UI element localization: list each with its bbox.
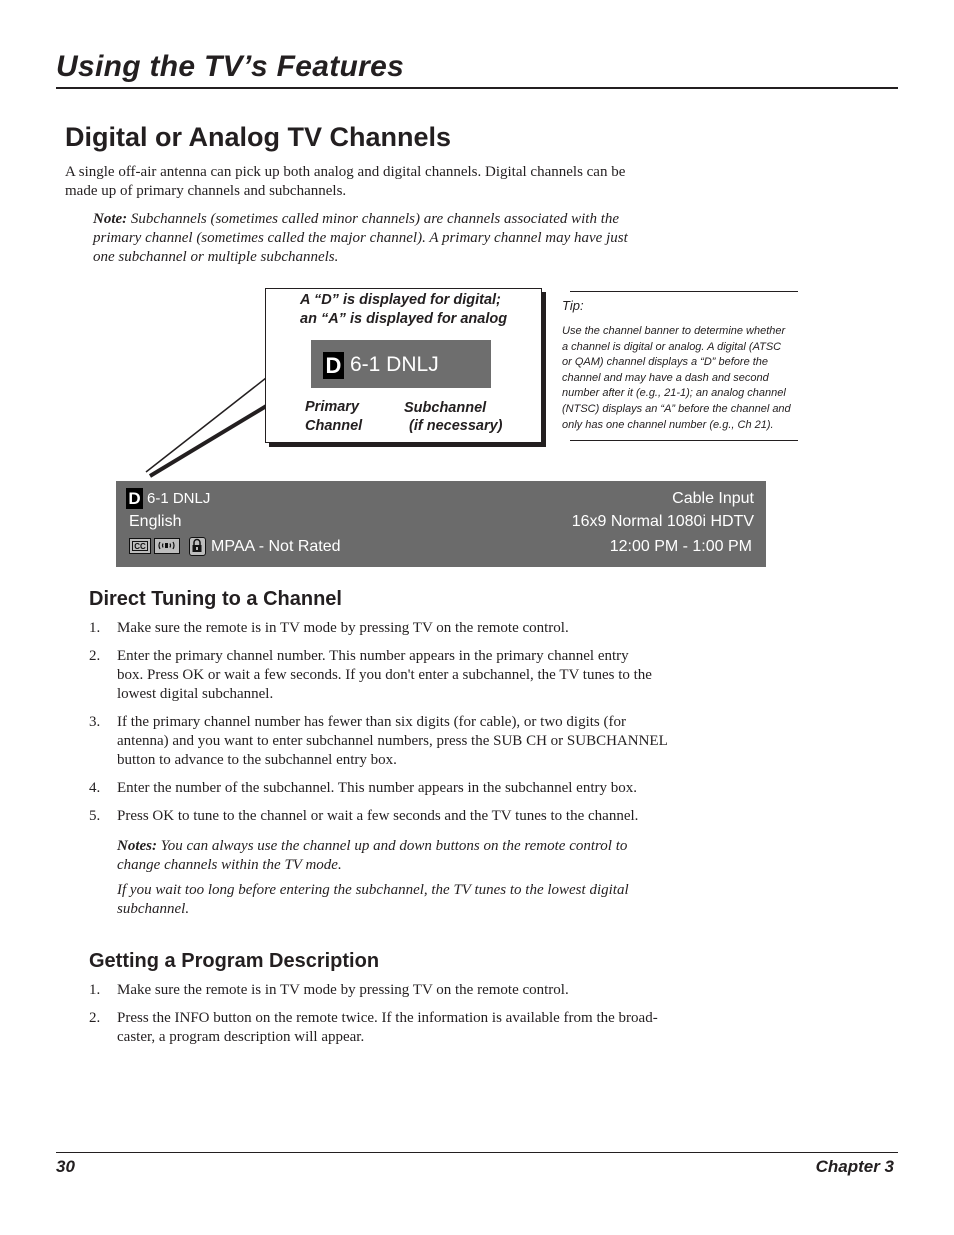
- notes-line: subchannel.: [117, 901, 190, 917]
- banner-channel: 6-1 DNLJ: [147, 490, 211, 507]
- closed-caption-icon: [129, 538, 151, 554]
- tip-text: [562, 324, 791, 433]
- list-item: [89, 807, 749, 826]
- program-description-list: [89, 981, 749, 1056]
- subchannel-label: [404, 399, 503, 435]
- banner-rating: MPAA - Not Rated: [211, 538, 341, 555]
- intro-line: A single off-air antenna can pick up both analog and digital channels. Digital channels can be: [65, 164, 626, 180]
- note-line: one subchannel or multiple subchannels.: [93, 249, 339, 265]
- mini-banner-channel: 6-1 DNLJ: [350, 353, 439, 376]
- banner-language: English: [129, 513, 182, 530]
- list-item-line: Make sure the remote is in TV mode by pressing TV on the remote control.: [117, 620, 569, 636]
- list-item-number: 2.: [89, 648, 101, 664]
- tip-label: Tip:: [562, 298, 584, 313]
- tip-line: or QAM) channel displays a “D” before the: [562, 356, 769, 369]
- program-description-heading: Getting a Program Description: [89, 950, 380, 972]
- list-item-line: button to advance to the subchannel entry box.: [117, 752, 397, 768]
- list-item-number: 4.: [89, 780, 101, 796]
- list-item: [89, 619, 749, 638]
- banner-format: 16x9 Normal 1080i HDTV: [571, 513, 754, 530]
- banner-time: 12:00 PM - 1:00 PM: [609, 538, 752, 555]
- callout-caption-line: A “D” is displayed for digital;: [300, 292, 501, 308]
- list-item-number: 5.: [89, 808, 101, 824]
- tip-line: a channel is digital or analog. A digital (ATSC: [562, 340, 782, 353]
- channel-banner: [116, 481, 766, 567]
- digital-indicator-badge: D: [126, 488, 143, 509]
- list-item-line: Press the INFO button on the remote twice. If the information is available from the broad-: [117, 1010, 658, 1026]
- subchannel-label-line: Subchannel: [404, 400, 487, 416]
- notes-paragraph: [89, 837, 749, 875]
- list-item-line: Enter the primary channel number. This number appears in the primary channel entry: [117, 648, 629, 664]
- tip-top-rule: [570, 291, 798, 292]
- footer-rule: [56, 1152, 898, 1153]
- subchannel-label-line: (if necessary): [409, 418, 503, 434]
- section-title: Digital or Analog TV Channels: [65, 122, 452, 152]
- list-item-number: 2.: [89, 1010, 101, 1026]
- list-item-line: box. Press OK or wait a few seconds. If you don't enter a subchannel, the TV tunes to the: [117, 667, 652, 683]
- digital-indicator-badge: D: [323, 352, 344, 379]
- chapter-label: Chapter 3: [815, 1157, 894, 1176]
- list-item-line: antenna) and you want to enter subchannel numbers, press the SUB CH or SUBCHANNEL: [117, 733, 668, 749]
- notes-paragraph-2: [89, 881, 749, 919]
- list-item: [89, 1009, 749, 1047]
- tip-line: number after it (e.g., 21-1); an analog channel: [562, 387, 786, 400]
- list-item: [89, 647, 749, 704]
- banner-input: Cable Input: [672, 490, 754, 507]
- list-item-line: Enter the number of the subchannel. This number appears in the subchannel entry box.: [117, 780, 637, 796]
- parental-lock-icon: [189, 537, 206, 556]
- mini-channel-banner: [311, 340, 491, 388]
- audio-icon: [154, 538, 180, 554]
- list-item-line: caster, a program description will appear.: [117, 1029, 365, 1045]
- list-item: [89, 981, 749, 1000]
- notes-line: change channels within the TV mode.: [117, 857, 342, 873]
- list-item-line: Press OK to tune to the channel or wait a few seconds and the TV tunes to the channel.: [117, 808, 639, 824]
- note-line: Subchannels (sometimes called minor channels) are channels associated with the: [127, 211, 620, 227]
- list-item-line: lowest digital subchannel.: [117, 686, 274, 702]
- cc-icon-inner: CC: [132, 541, 148, 551]
- intro-line: made up of primary channels and subchannels.: [65, 183, 347, 199]
- list-item: [89, 779, 749, 798]
- notes-line: You can always use the channel up and down buttons on the remote control to: [157, 838, 628, 854]
- tip-line: channel and may have a dash and second: [562, 371, 769, 384]
- notes-line: If you wait too long before entering the subchannel, the TV tunes to the lowest digital: [117, 882, 629, 898]
- list-item-line: Make sure the remote is in TV mode by pressing TV on the remote control.: [117, 982, 569, 998]
- tip-line: Use the channel banner to determine whether: [562, 325, 786, 337]
- page-number: 30: [56, 1157, 75, 1176]
- list-item-number: 1.: [89, 982, 101, 998]
- list-item-line: If the primary channel number has fewer than six digits (for cable), or two digits (for: [117, 714, 627, 730]
- list-item-number: 3.: [89, 714, 101, 730]
- tip-line: only has one channel number (e.g., Ch 21).: [562, 418, 774, 431]
- direct-tuning-list: [89, 619, 749, 919]
- callout-caption-line: an “A” is displayed for analog: [300, 311, 508, 327]
- list-item: [89, 713, 749, 770]
- direct-tuning-heading: Direct Tuning to a Channel: [89, 588, 342, 610]
- note-line: primary channel (sometimes called the major channel). A primary channel may have just: [93, 230, 628, 246]
- tip-line: (NTSC) displays an “A” before the channel and: [562, 402, 791, 415]
- page-header-title: Using the TV’s Features: [56, 50, 405, 83]
- note-label: Note:: [93, 211, 128, 227]
- tip-bottom-rule: [570, 440, 798, 441]
- primary-label-line: Primary: [305, 399, 360, 415]
- primary-label-line: Channel: [305, 418, 363, 434]
- primary-channel-label: [305, 398, 362, 436]
- notes-label: Notes:: [117, 838, 157, 854]
- callout-caption: [300, 291, 507, 329]
- list-item-number: 1.: [89, 620, 101, 636]
